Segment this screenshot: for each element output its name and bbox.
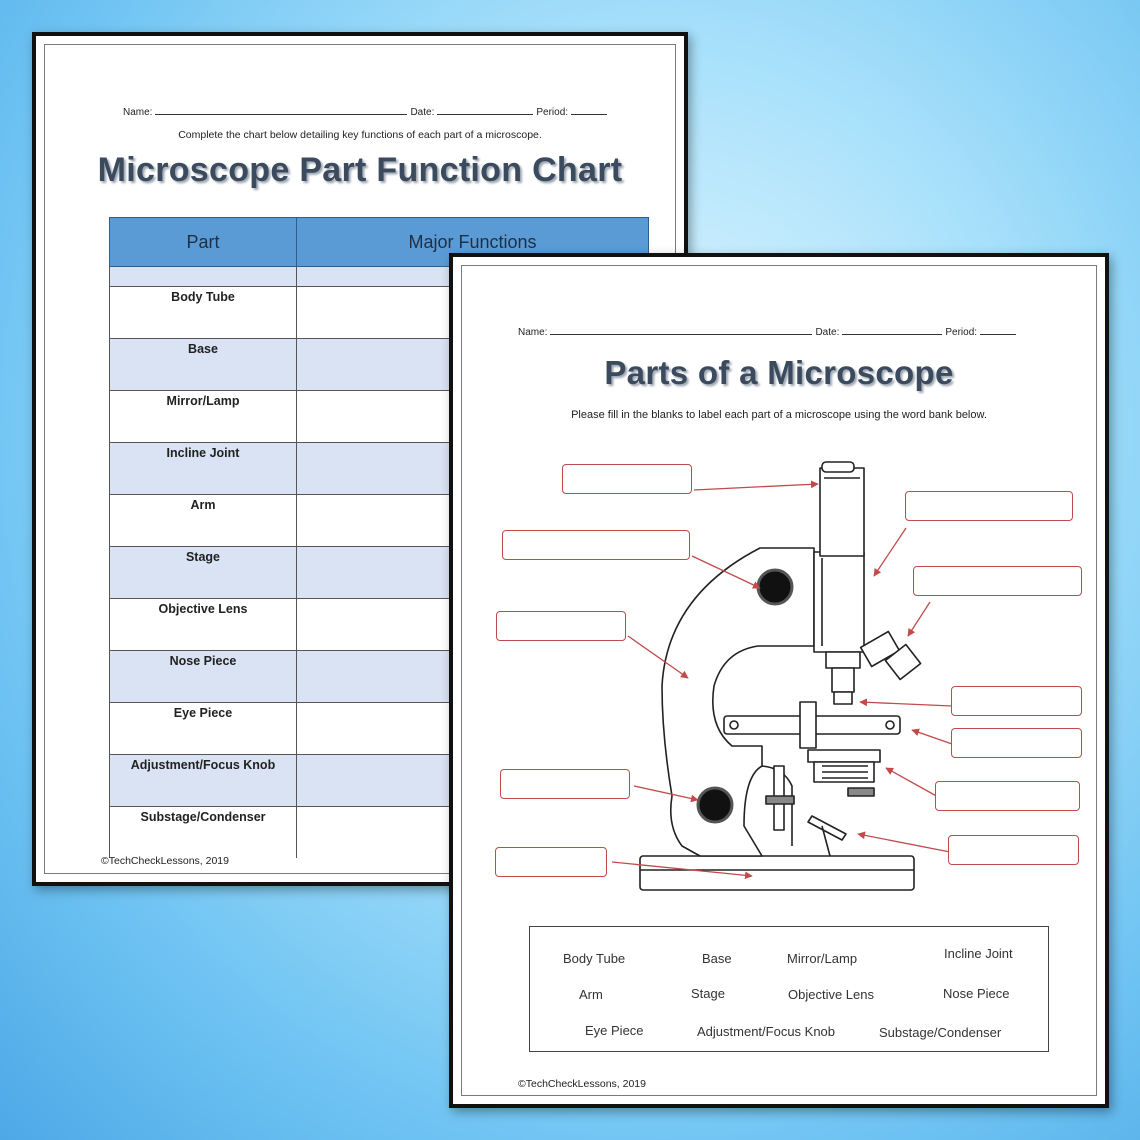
column-header-functions: Major Functions — [297, 218, 649, 267]
eyepiece — [822, 462, 854, 472]
page-border — [461, 265, 1097, 1096]
part-cell: Incline Joint — [110, 443, 297, 495]
fine-focus-knob — [698, 788, 732, 822]
microscope-base — [640, 856, 914, 890]
nose-piece — [826, 652, 860, 668]
parts-diagram-worksheet — [449, 253, 1109, 1108]
word-bank — [529, 926, 1049, 1052]
substage-condenser — [808, 750, 880, 762]
student-info-line — [123, 105, 610, 118]
label-box[interactable] — [951, 686, 1082, 716]
part-cell: Nose Piece — [110, 651, 297, 703]
chart-instructions: Complete the chart below detailing key functions of each part of a microscope. — [178, 129, 542, 141]
objective-lens-tip — [834, 692, 852, 704]
date-field[interactable] — [437, 105, 533, 115]
label-box[interactable] — [948, 835, 1079, 865]
diagram-footer: ©TechCheckLessons, 2019 — [518, 1078, 646, 1090]
chart-title: Microscope Part Function Chart — [97, 151, 623, 189]
word-bank-item: Substage/Condenser — [879, 1025, 1002, 1040]
part-cell: Objective Lens — [110, 599, 297, 651]
word-bank-item: Body Tube — [563, 951, 626, 966]
word-bank-item: Incline Joint — [944, 946, 1013, 961]
name-label: Name: — [518, 327, 548, 338]
column-header-part: Part — [110, 218, 297, 267]
part-cell: Base — [110, 339, 297, 391]
word-bank-item: Nose Piece — [943, 986, 1010, 1001]
name-label: Name: — [123, 107, 153, 118]
part-cell: Eye Piece — [110, 703, 297, 755]
word-bank-item: Stage — [691, 986, 725, 1001]
label-box[interactable] — [905, 491, 1073, 521]
diagram-title: Parts of a Microscope — [604, 354, 954, 391]
coarse-focus-knob — [758, 570, 792, 604]
label-box[interactable] — [913, 566, 1082, 596]
label-box[interactable] — [951, 728, 1082, 758]
mirror-lamp — [808, 816, 846, 840]
period-label: Period: — [536, 107, 569, 118]
period-label: Period: — [945, 327, 978, 338]
part-cell: Stage — [110, 547, 297, 599]
label-box[interactable] — [496, 611, 626, 641]
chart-footer: ©TechCheckLessons, 2019 — [101, 855, 229, 867]
date-label: Date: — [815, 327, 840, 338]
objective-lens — [832, 668, 854, 692]
microscope-drawing — [640, 462, 921, 890]
part-cell: Mirror/Lamp — [110, 391, 297, 443]
word-bank-item: Objective Lens — [788, 987, 874, 1002]
part-cell: Arm — [110, 495, 297, 547]
word-bank-item: Mirror/Lamp — [787, 951, 858, 966]
diagram-instructions: Please fill in the blanks to label each part of a microscope using the word bank below. — [571, 409, 987, 421]
word-bank-item: Eye Piece — [585, 1023, 644, 1038]
part-cell: Body Tube — [110, 287, 297, 339]
label-box[interactable] — [562, 464, 692, 494]
label-box[interactable] — [935, 781, 1080, 811]
period-field[interactable] — [571, 105, 607, 115]
part-cell: Substage/Condenser — [110, 807, 297, 859]
stage-clip — [800, 702, 816, 748]
label-box[interactable] — [502, 530, 690, 560]
date-label: Date: — [410, 107, 435, 118]
label-box[interactable] — [495, 847, 607, 877]
word-bank-item: Arm — [579, 987, 603, 1002]
label-box[interactable] — [500, 769, 630, 799]
name-field[interactable] — [155, 105, 407, 115]
word-bank-item: Adjustment/Focus Knob — [697, 1024, 836, 1039]
body-tube — [820, 468, 864, 556]
part-cell: Adjustment/Focus Knob — [110, 755, 297, 807]
word-bank-item: Base — [702, 951, 732, 966]
